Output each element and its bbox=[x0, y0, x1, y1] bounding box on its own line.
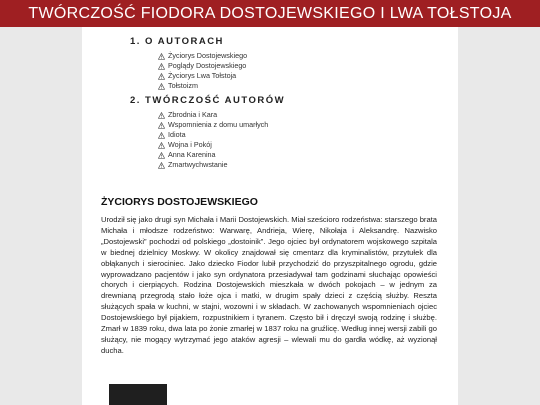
toc-item-label: Idiota bbox=[168, 130, 186, 140]
toc-heading-authors[interactable]: 1. O AUTORACH bbox=[130, 36, 224, 47]
warning-triangle-icon bbox=[158, 73, 165, 80]
toc-item[interactable] bbox=[158, 140, 268, 150]
toc-item[interactable] bbox=[158, 71, 247, 81]
toc-item-label: Wspomnienia z domu umarłych bbox=[168, 120, 269, 130]
warning-triangle-icon bbox=[158, 83, 165, 90]
content-page bbox=[82, 27, 458, 405]
header-bar bbox=[0, 0, 540, 27]
toc-item[interactable] bbox=[158, 130, 268, 140]
toc-item-label: Anna Karenina bbox=[168, 150, 216, 160]
toc-list-authors bbox=[158, 51, 247, 91]
toc-item-label: Wojna i Pokój bbox=[168, 140, 212, 150]
article-image bbox=[109, 384, 167, 405]
toc-item[interactable] bbox=[158, 120, 268, 130]
warning-triangle-icon bbox=[158, 162, 165, 169]
toc-item-label: Życiorys Dostojewskiego bbox=[168, 51, 248, 60]
warning-triangle-icon bbox=[158, 152, 165, 159]
toc-item[interactable] bbox=[158, 160, 268, 170]
page-title: TWÓRCZOŚĆ FIODORA DOSTOJEWSKIEGO I LWA TOŁSTOJA bbox=[28, 4, 512, 22]
toc-list-works bbox=[158, 110, 268, 171]
toc-item[interactable] bbox=[158, 51, 247, 61]
toc-heading-works[interactable]: 2. TWÓRCZOŚĆ AUTORÓW bbox=[130, 95, 286, 106]
warning-triangle-icon bbox=[158, 142, 165, 149]
toc-item-label: Zbrodnia i Kara bbox=[168, 110, 218, 119]
toc-item[interactable] bbox=[158, 150, 268, 160]
toc-item[interactable] bbox=[158, 61, 247, 71]
warning-triangle-icon bbox=[158, 122, 165, 129]
toc-item-label: Zmartwychwstanie bbox=[168, 160, 228, 170]
toc-item[interactable] bbox=[158, 110, 268, 120]
warning-triangle-icon bbox=[158, 112, 165, 119]
article-title: ŻYCIORYS DOSTOJEWSKIEGO bbox=[101, 196, 258, 208]
warning-triangle-icon bbox=[158, 53, 165, 60]
toc-item[interactable] bbox=[158, 81, 247, 91]
article-body: Urodził się jako drugi syn Michała i Marii Dostojewskich. Miał sześcioro rodzeństwa: starszego brata Michała i młodsze rodzeństwo: Warwarę, Andrieja, Wierę, Nikołaja i Aleksandrę. Nazwisko „Dostojewski” pochodzi od polskiego „dostoinik”. Jego ojciec był ordynatorem wojskowego szpitala w biednej dzielnicy Moskwy. W okolicy znajdował się cmentarz dla kryminalistów, przytułek dla obłąkanych i sierociniec. Jako dziecko Fiodor lubił przychodzić do przyszpitalnego ogrodu, gdzie wyprowadzano pacjentów i jako syn ordynatora przesiadywał tam godzinami słuchając opowieści chorych i cierpiących. Rodzina Dostojewskich mieszkała w dwóch pokojach – w jednym za drewnianą przegrodą stało łoże ojca i matki, w drugim spały dzieci z częścią służby. Reszta służących spała w kuchni, w stajni, wozowni i w składach. W zachowanych wspomnieniach ojciec Dostojewskiego był pijakiem, rozpustnikiem i tyranem. Często bił i dręczył swoją rodzinę i służbę. Zmarł w 1839 roku, dwa lata po żonie zmarłej w 1837 roku na gruźlicę. Według innej wersji zabili go służący, nie mogący wytrzymać jego ataków agresji – wlewali mu do gardła wódkę, aż wyzionął ducha. bbox=[101, 215, 437, 355]
toc-item-label: Tołstoizm bbox=[168, 81, 198, 91]
toc-item-label: Poglądy Dostojewskiego bbox=[168, 61, 247, 71]
warning-triangle-icon bbox=[158, 132, 165, 139]
warning-triangle-icon bbox=[158, 63, 165, 70]
toc-item-label: Życiorys Lwa Tołstoja bbox=[168, 71, 237, 81]
